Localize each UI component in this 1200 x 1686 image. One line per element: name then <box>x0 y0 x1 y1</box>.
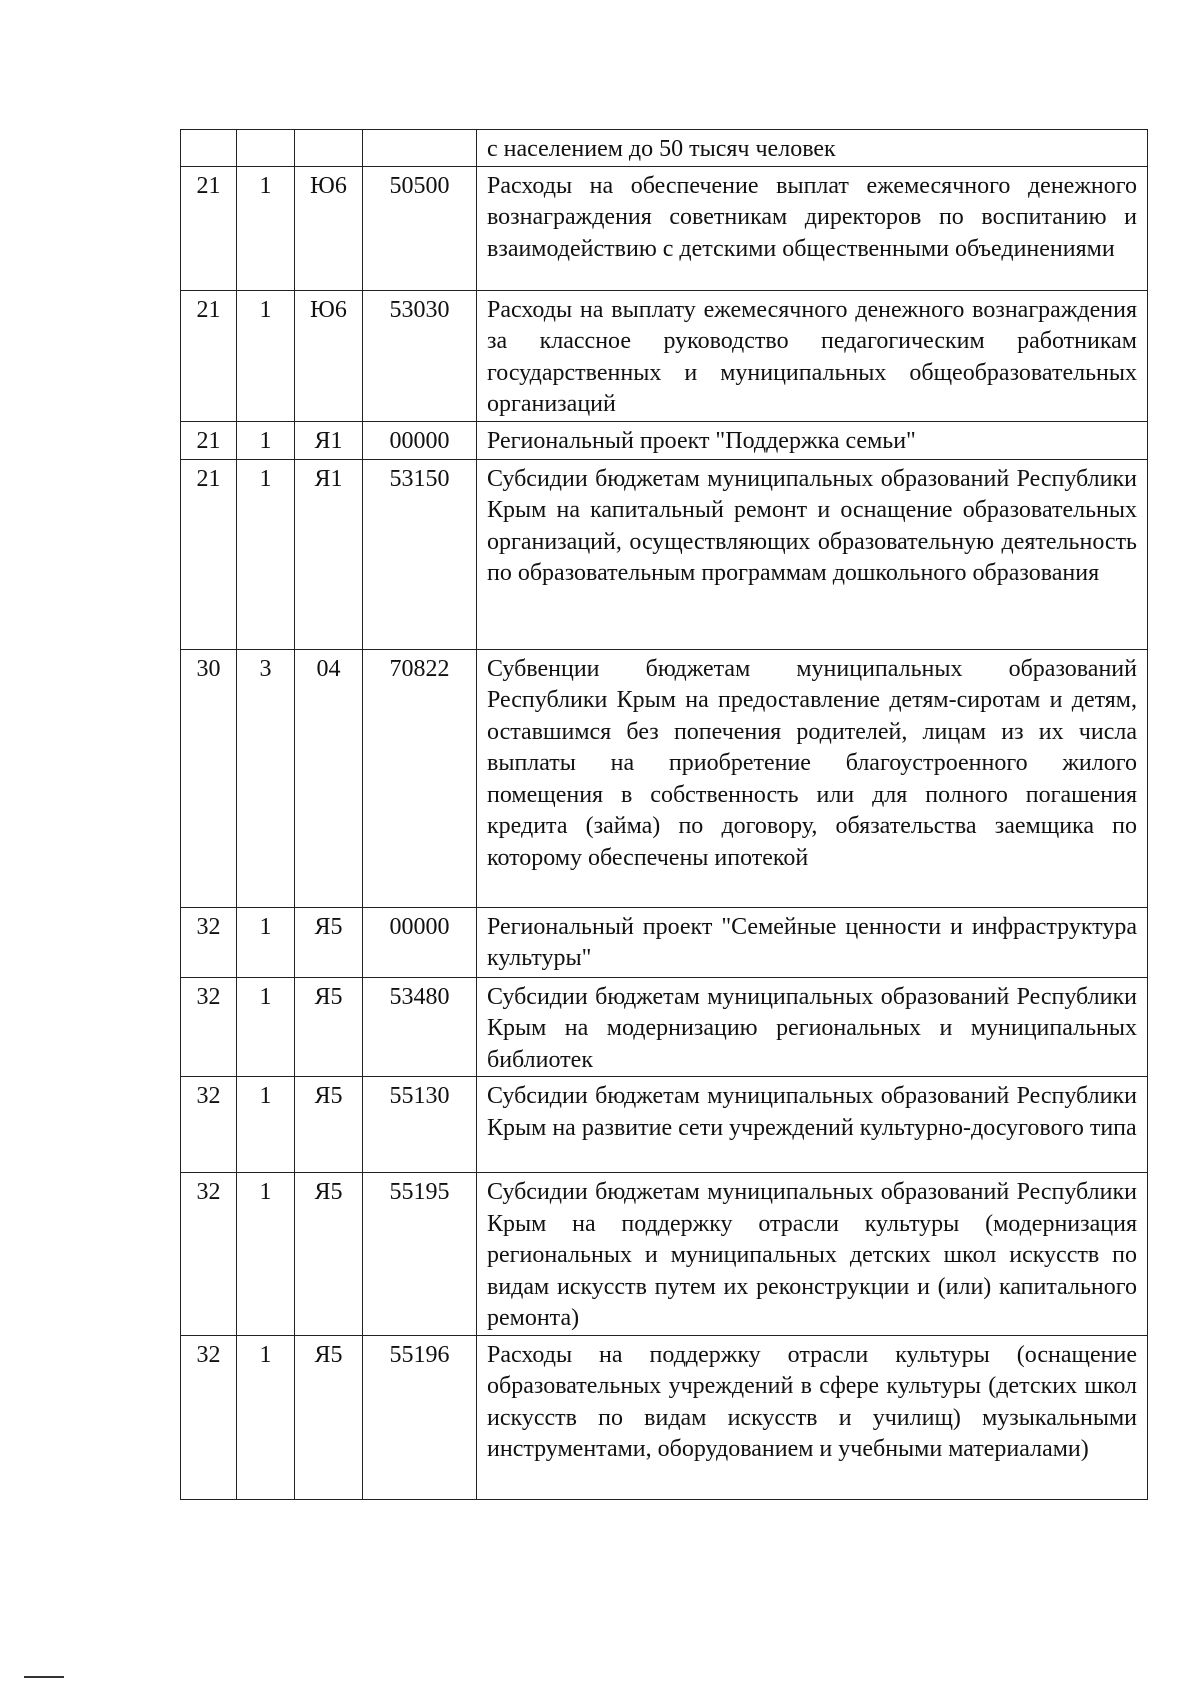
cell-description: Субвенции бюджетам муниципальных образований Республики Крым на предоставление детям-сиротам и детям, оставшимся без попечения родителей, лицам из их числа выплаты на приобретение благоустроенного жилого помещения в собственность или для полного погашения кредита (займа) по договору, обязательства заемщика по которому обеспечены ипотекой <box>477 649 1148 907</box>
cell-code-4: 00000 <box>363 907 477 977</box>
cell-code-4: 53030 <box>363 290 477 421</box>
cell-code-4: 53150 <box>363 459 477 649</box>
table-row <box>181 977 1148 1077</box>
cell-code-3: Я1 <box>295 459 363 649</box>
cell-code-3: Я5 <box>295 1077 363 1173</box>
cell-code-1: 32 <box>181 977 237 1077</box>
cell-code-3: Ю6 <box>295 290 363 421</box>
cell-code-4: 55130 <box>363 1077 477 1173</box>
cell-code-4: 00000 <box>363 421 477 459</box>
cell-description: Субсидии бюджетам муниципальных образований Республики Крым на модернизацию региональных и муниципальных библиотек <box>477 977 1148 1077</box>
table-row <box>181 130 1148 167</box>
cell-code-2: 3 <box>237 649 295 907</box>
budget-classification-table <box>180 129 1148 1500</box>
table-row <box>181 1335 1148 1499</box>
cell-code-1: 21 <box>181 166 237 290</box>
cell-code-4: 50500 <box>363 166 477 290</box>
cell-code-2 <box>237 130 295 167</box>
cell-code-2: 1 <box>237 1077 295 1173</box>
cell-code-4: 55195 <box>363 1173 477 1336</box>
table-row <box>181 1173 1148 1336</box>
cell-code-2: 1 <box>237 1335 295 1499</box>
cell-code-3: Ю6 <box>295 166 363 290</box>
cell-code-2: 1 <box>237 290 295 421</box>
cell-code-2: 1 <box>237 907 295 977</box>
cell-code-3: Я5 <box>295 1173 363 1336</box>
cell-description: Региональный проект "Семейные ценности и инфраструктура культуры" <box>477 907 1148 977</box>
cell-code-4: 53480 <box>363 977 477 1077</box>
cell-code-3 <box>295 130 363 167</box>
cell-code-1: 21 <box>181 459 237 649</box>
cell-description: Субсидии бюджетам муниципальных образований Республики Крым на развитие сети учреждений культурно-досугового типа <box>477 1077 1148 1173</box>
cell-code-4 <box>363 130 477 167</box>
cell-code-1: 32 <box>181 1335 237 1499</box>
cell-code-1: 21 <box>181 421 237 459</box>
cell-description: Субсидии бюджетам муниципальных образований Республики Крым на капитальный ремонт и оснащение образовательных организаций, осуществляющих образовательную деятельность по образовательным программам дошкольного образования <box>477 459 1148 649</box>
cell-description: с населением до 50 тысяч человек <box>477 130 1148 167</box>
cell-description: Региональный проект "Поддержка семьи" <box>477 421 1148 459</box>
cell-description: Расходы на поддержку отрасли культуры (оснащение образовательных учреждений в сфере культуры (детских школ искусств по видам искусств и училищ) музыкальными инструментами, оборудованием и учебными материалами) <box>477 1335 1148 1499</box>
cell-description: Субсидии бюджетам муниципальных образований Республики Крым на поддержку отрасли культуры (модернизация региональных и муниципальных детских школ искусств по видам искусств путем их реконструкции и (или) капитального ремонта) <box>477 1173 1148 1336</box>
table-row <box>181 459 1148 649</box>
table-row <box>181 649 1148 907</box>
cell-code-1 <box>181 130 237 167</box>
cell-code-1: 32 <box>181 1173 237 1336</box>
cell-code-4: 55196 <box>363 1335 477 1499</box>
cell-code-2: 1 <box>237 421 295 459</box>
cell-code-3: Я5 <box>295 977 363 1077</box>
table-row <box>181 421 1148 459</box>
cell-description: Расходы на обеспечение выплат ежемесячного денежного вознаграждения советникам директоров по воспитанию и взаимодействию с детскими общественными объединениями <box>477 166 1148 290</box>
cell-description: Расходы на выплату ежемесячного денежного вознаграждения за классное руководство педагогическим работникам государственных и муниципальных общеобразовательных организаций <box>477 290 1148 421</box>
cell-code-1: 30 <box>181 649 237 907</box>
cell-code-1: 32 <box>181 907 237 977</box>
cell-code-3: 04 <box>295 649 363 907</box>
cell-code-3: Я5 <box>295 907 363 977</box>
cell-code-2: 1 <box>237 166 295 290</box>
table-row <box>181 907 1148 977</box>
cell-code-1: 21 <box>181 290 237 421</box>
table-body <box>181 130 1148 1500</box>
cell-code-2: 1 <box>237 1173 295 1336</box>
cell-code-3: Я1 <box>295 421 363 459</box>
cell-code-4: 70822 <box>363 649 477 907</box>
cell-code-3: Я5 <box>295 1335 363 1499</box>
cell-code-1: 32 <box>181 1077 237 1173</box>
table-row <box>181 1077 1148 1173</box>
cell-code-2: 1 <box>237 459 295 649</box>
cell-code-2: 1 <box>237 977 295 1077</box>
table-row <box>181 290 1148 421</box>
table-row <box>181 166 1148 290</box>
footer-rule <box>24 1676 64 1678</box>
